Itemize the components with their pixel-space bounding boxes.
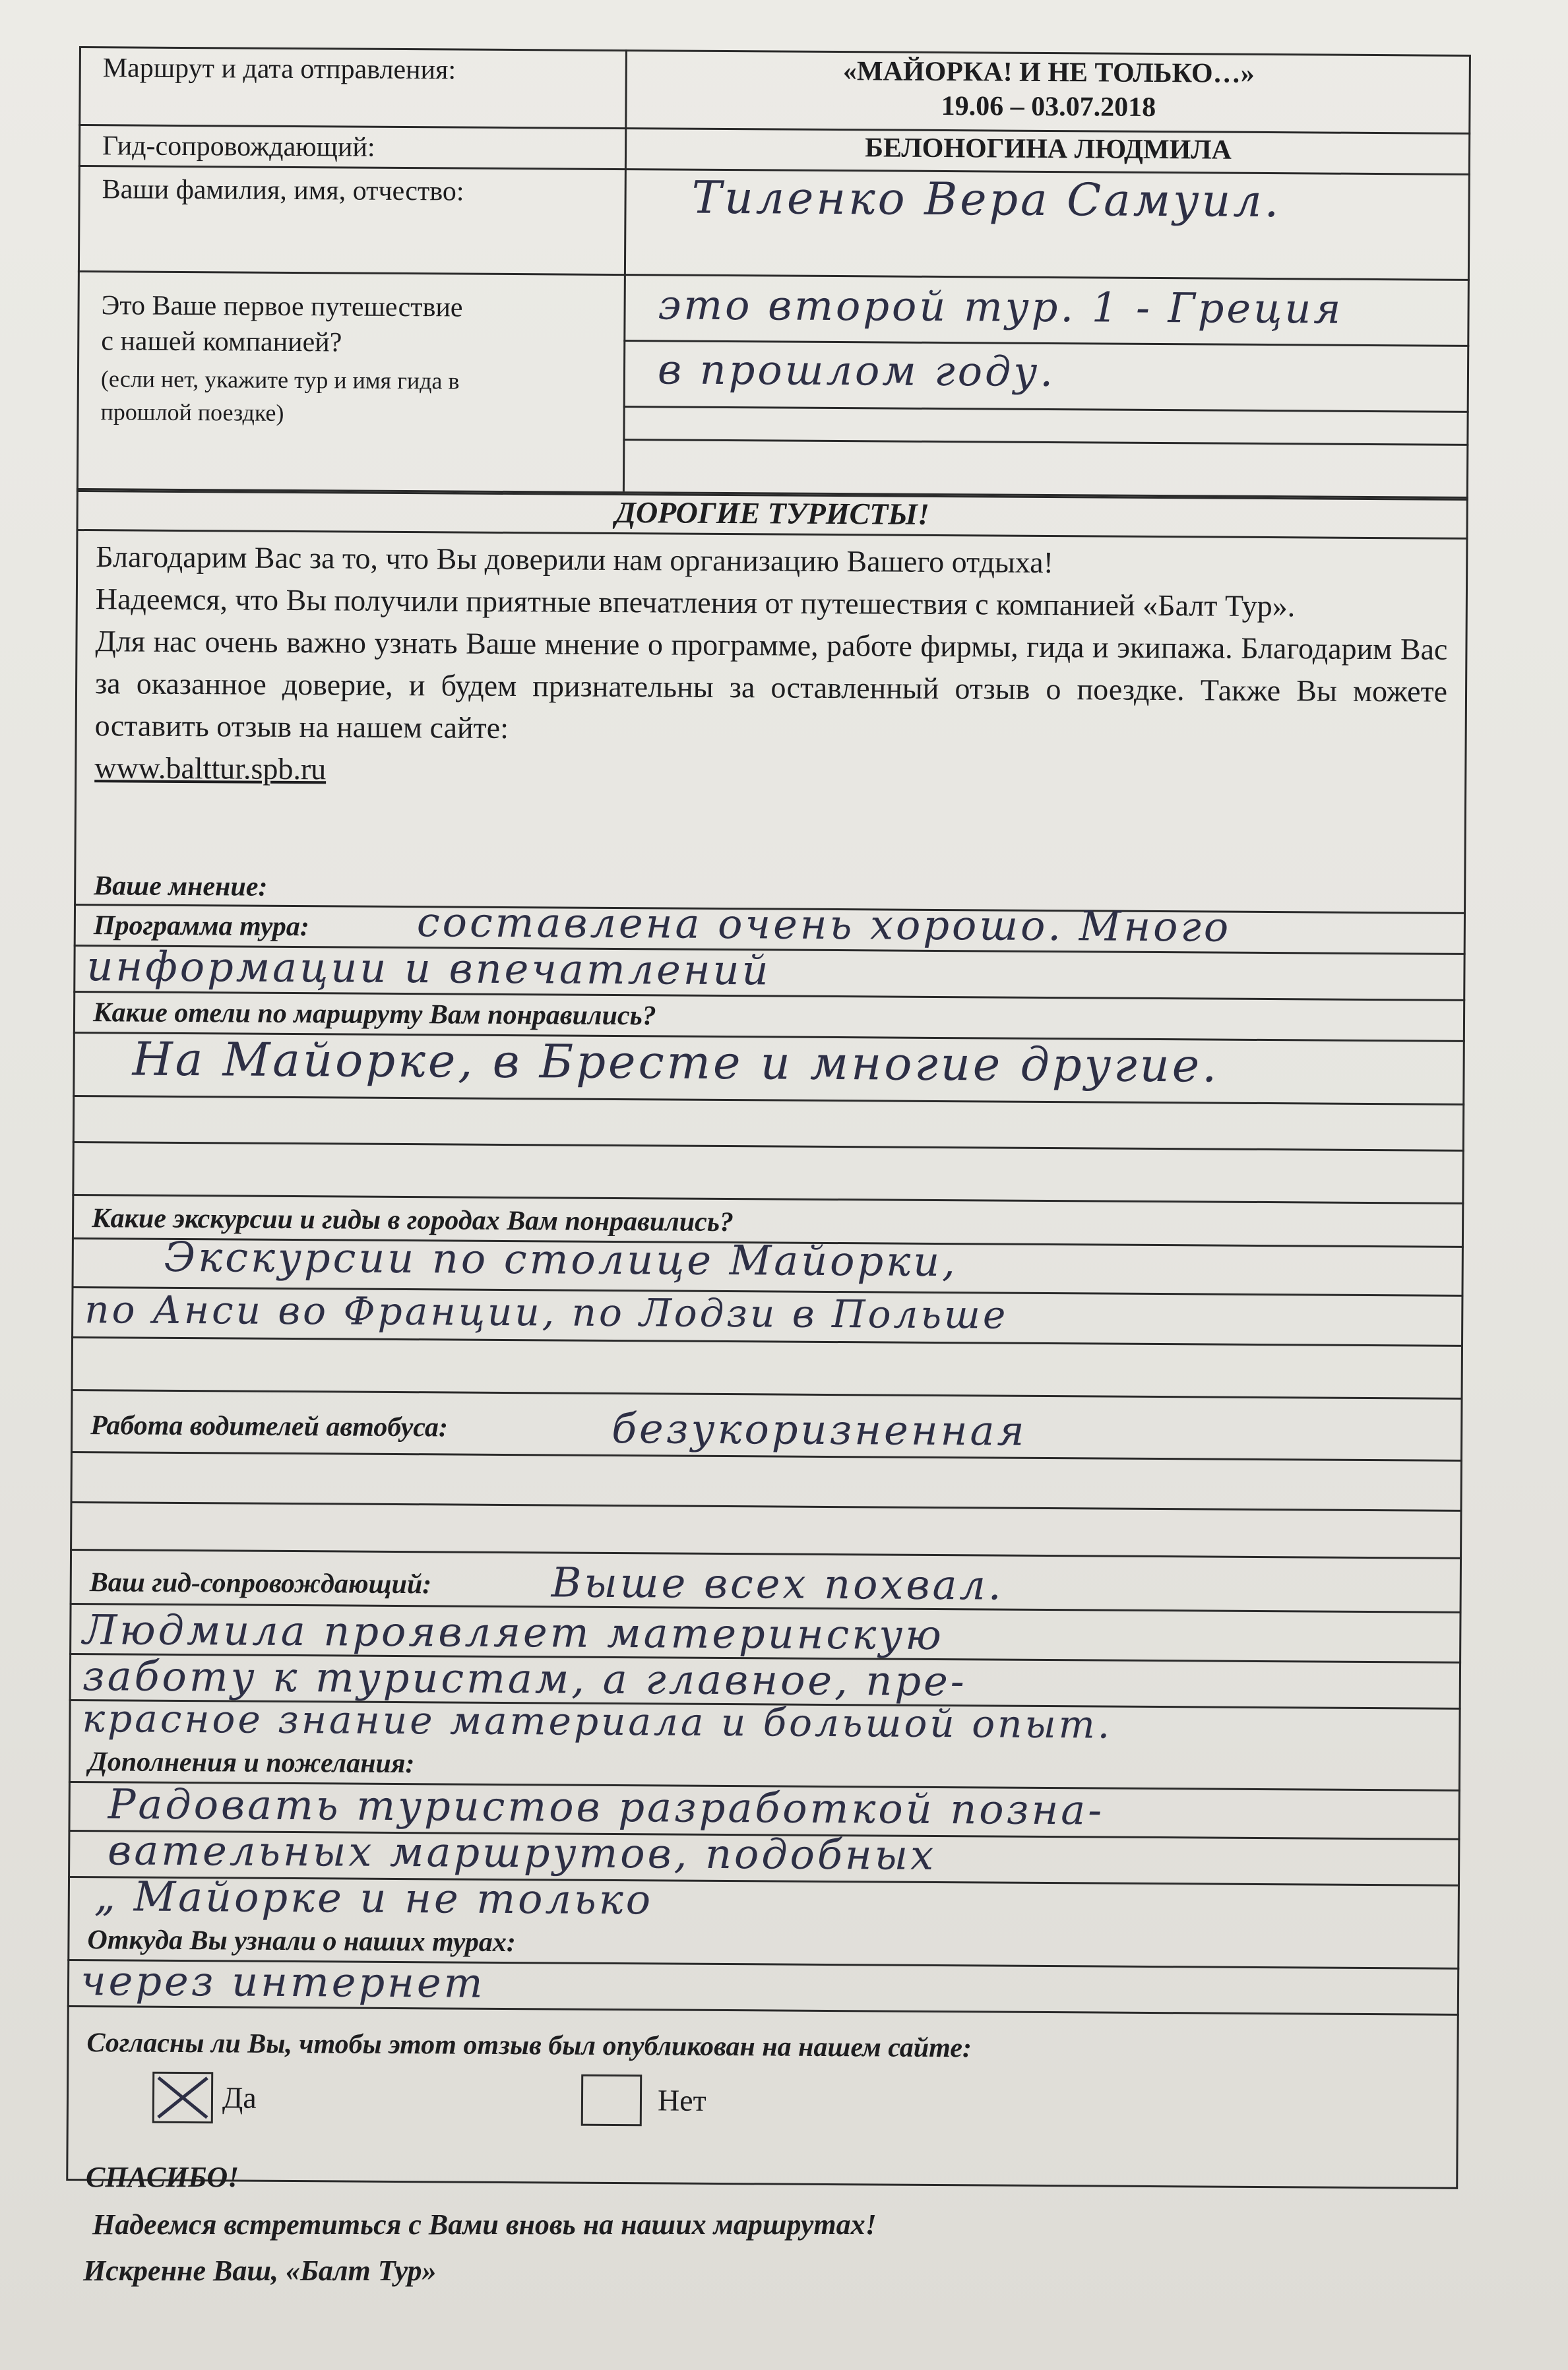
intro-p3: Для нас очень важно узнать Ваше мнение о программе, работе фирмы, гида и экипажа. Благодарим Вас за оказанное доверие, и будем признательны за оставленный отзыв о поездке. Также Вы можете оставить отзыв на нашем сайте: <box>94 624 1448 745</box>
opinion-heading: Ваше мнение: <box>94 871 268 902</box>
intro-p2: Надеемся, что Вы получили приятные впечатления от путешествия с компанией «Балт Тур». <box>95 582 1296 623</box>
intro-p1: Благодарим Вас за то, что Вы доверили нам организацию Вашего отдыха! <box>96 540 1054 580</box>
intro-heading: ДОРОГИЕ ТУРИСТЫ! <box>615 495 930 531</box>
footer-signature: Искренне Ваш, «Балт Тур» <box>83 2255 437 2287</box>
first-trip-hint-1: (если нет, укажите тур и имя гида в <box>100 365 460 394</box>
source-label: Откуда Вы узнали о наших турах: <box>87 1925 516 1958</box>
program-value-1[interactable]: составлена очень хорошо. Много <box>416 898 1232 951</box>
footer-thanks: СПАСИБО! <box>86 2161 239 2193</box>
wishes-value-1[interactable]: Радовать туристов разработкой позна- <box>108 1780 1105 1834</box>
guide-value-4[interactable]: красное знание материала и большой опыт. <box>82 1696 1113 1747</box>
wishes-value-3[interactable]: „ Майорке и не только <box>94 1872 654 1924</box>
consent-no-label: Нет <box>657 2083 706 2117</box>
drivers-label: Работа водителей автобуса: <box>90 1410 449 1443</box>
guide-value-2[interactable]: Людмила проявляет материнскую <box>82 1606 945 1660</box>
guide-value-1[interactable]: Выше всех похвал. <box>551 1558 1004 1609</box>
hotels-label: Какие отели по маршруту Вам понравились? <box>92 997 656 1032</box>
excursions-label: Какие экскурсии и гиды в городах Вам понравились? <box>92 1203 734 1238</box>
consent-label: Согласны ли Вы, чтобы этот отзыв был опубликован на нашем сайте: <box>86 2028 972 2064</box>
route-label: Маршрут и дата отправления: <box>102 53 456 86</box>
first-trip-label-1: Это Ваше первое путешествие <box>101 290 463 323</box>
name-value[interactable]: Тиленко Вера Самуил. <box>691 172 1282 228</box>
cross-mark-icon <box>154 2074 211 2122</box>
excursions-value-1[interactable]: Экскурсии по столице Майорки, <box>164 1232 958 1286</box>
consent-yes-label: Да <box>222 2080 257 2115</box>
first-trip-label-2: с нашей компанией? <box>101 326 342 358</box>
first-trip-hint-2: прошлой поездке) <box>100 398 284 426</box>
tour-dates: 19.06 – 03.07.2018 <box>941 90 1156 123</box>
guide-value-3[interactable]: заботу к туристам, а главное, пре- <box>82 1652 967 1706</box>
first-trip-value-2[interactable]: в прошлом году. <box>657 345 1056 396</box>
source-value[interactable]: через интернет <box>80 1956 486 2007</box>
guide-opinion-label: Ваш гид-сопровождающий: <box>89 1567 432 1600</box>
wishes-value-2[interactable]: вательных маршрутов, подобных <box>108 1826 937 1879</box>
site-link[interactable]: www.balttur.spb.ru <box>94 751 327 786</box>
guide-label: Гид-сопровождающий: <box>102 131 375 163</box>
name-label: Ваши фамилия, имя, отчество: <box>102 174 464 207</box>
hotels-value[interactable]: На Майорке, в Бресте и многие другие. <box>132 1032 1220 1093</box>
first-trip-value-1[interactable]: это второй тур. 1 - Греция <box>658 280 1344 333</box>
consent-yes-checkbox[interactable] <box>152 2072 213 2124</box>
consent-no-checkbox[interactable] <box>581 2074 642 2127</box>
wishes-label: Дополнения и пожелания: <box>88 1747 415 1780</box>
footer-hope: Надеемся встретиться с Вами вновь на наших маршрутах! <box>92 2208 877 2241</box>
intro-paragraphs <box>94 536 1448 797</box>
program-value-2[interactable]: информации и впечатлений <box>86 942 771 995</box>
drivers-value[interactable]: безукоризненная <box>611 1404 1027 1455</box>
program-label: Программа тура: <box>93 910 309 943</box>
excursions-value-2[interactable]: по Анси во Франции, по Лодзи в Польше <box>84 1287 1009 1338</box>
tour-title: «МАЙОРКА! И НЕ ТОЛЬКО…» <box>842 56 1255 89</box>
feedback-form <box>67 46 1471 2133</box>
guide-name: БЕЛОНОГИНА ЛЮДМИЛА <box>865 133 1232 166</box>
